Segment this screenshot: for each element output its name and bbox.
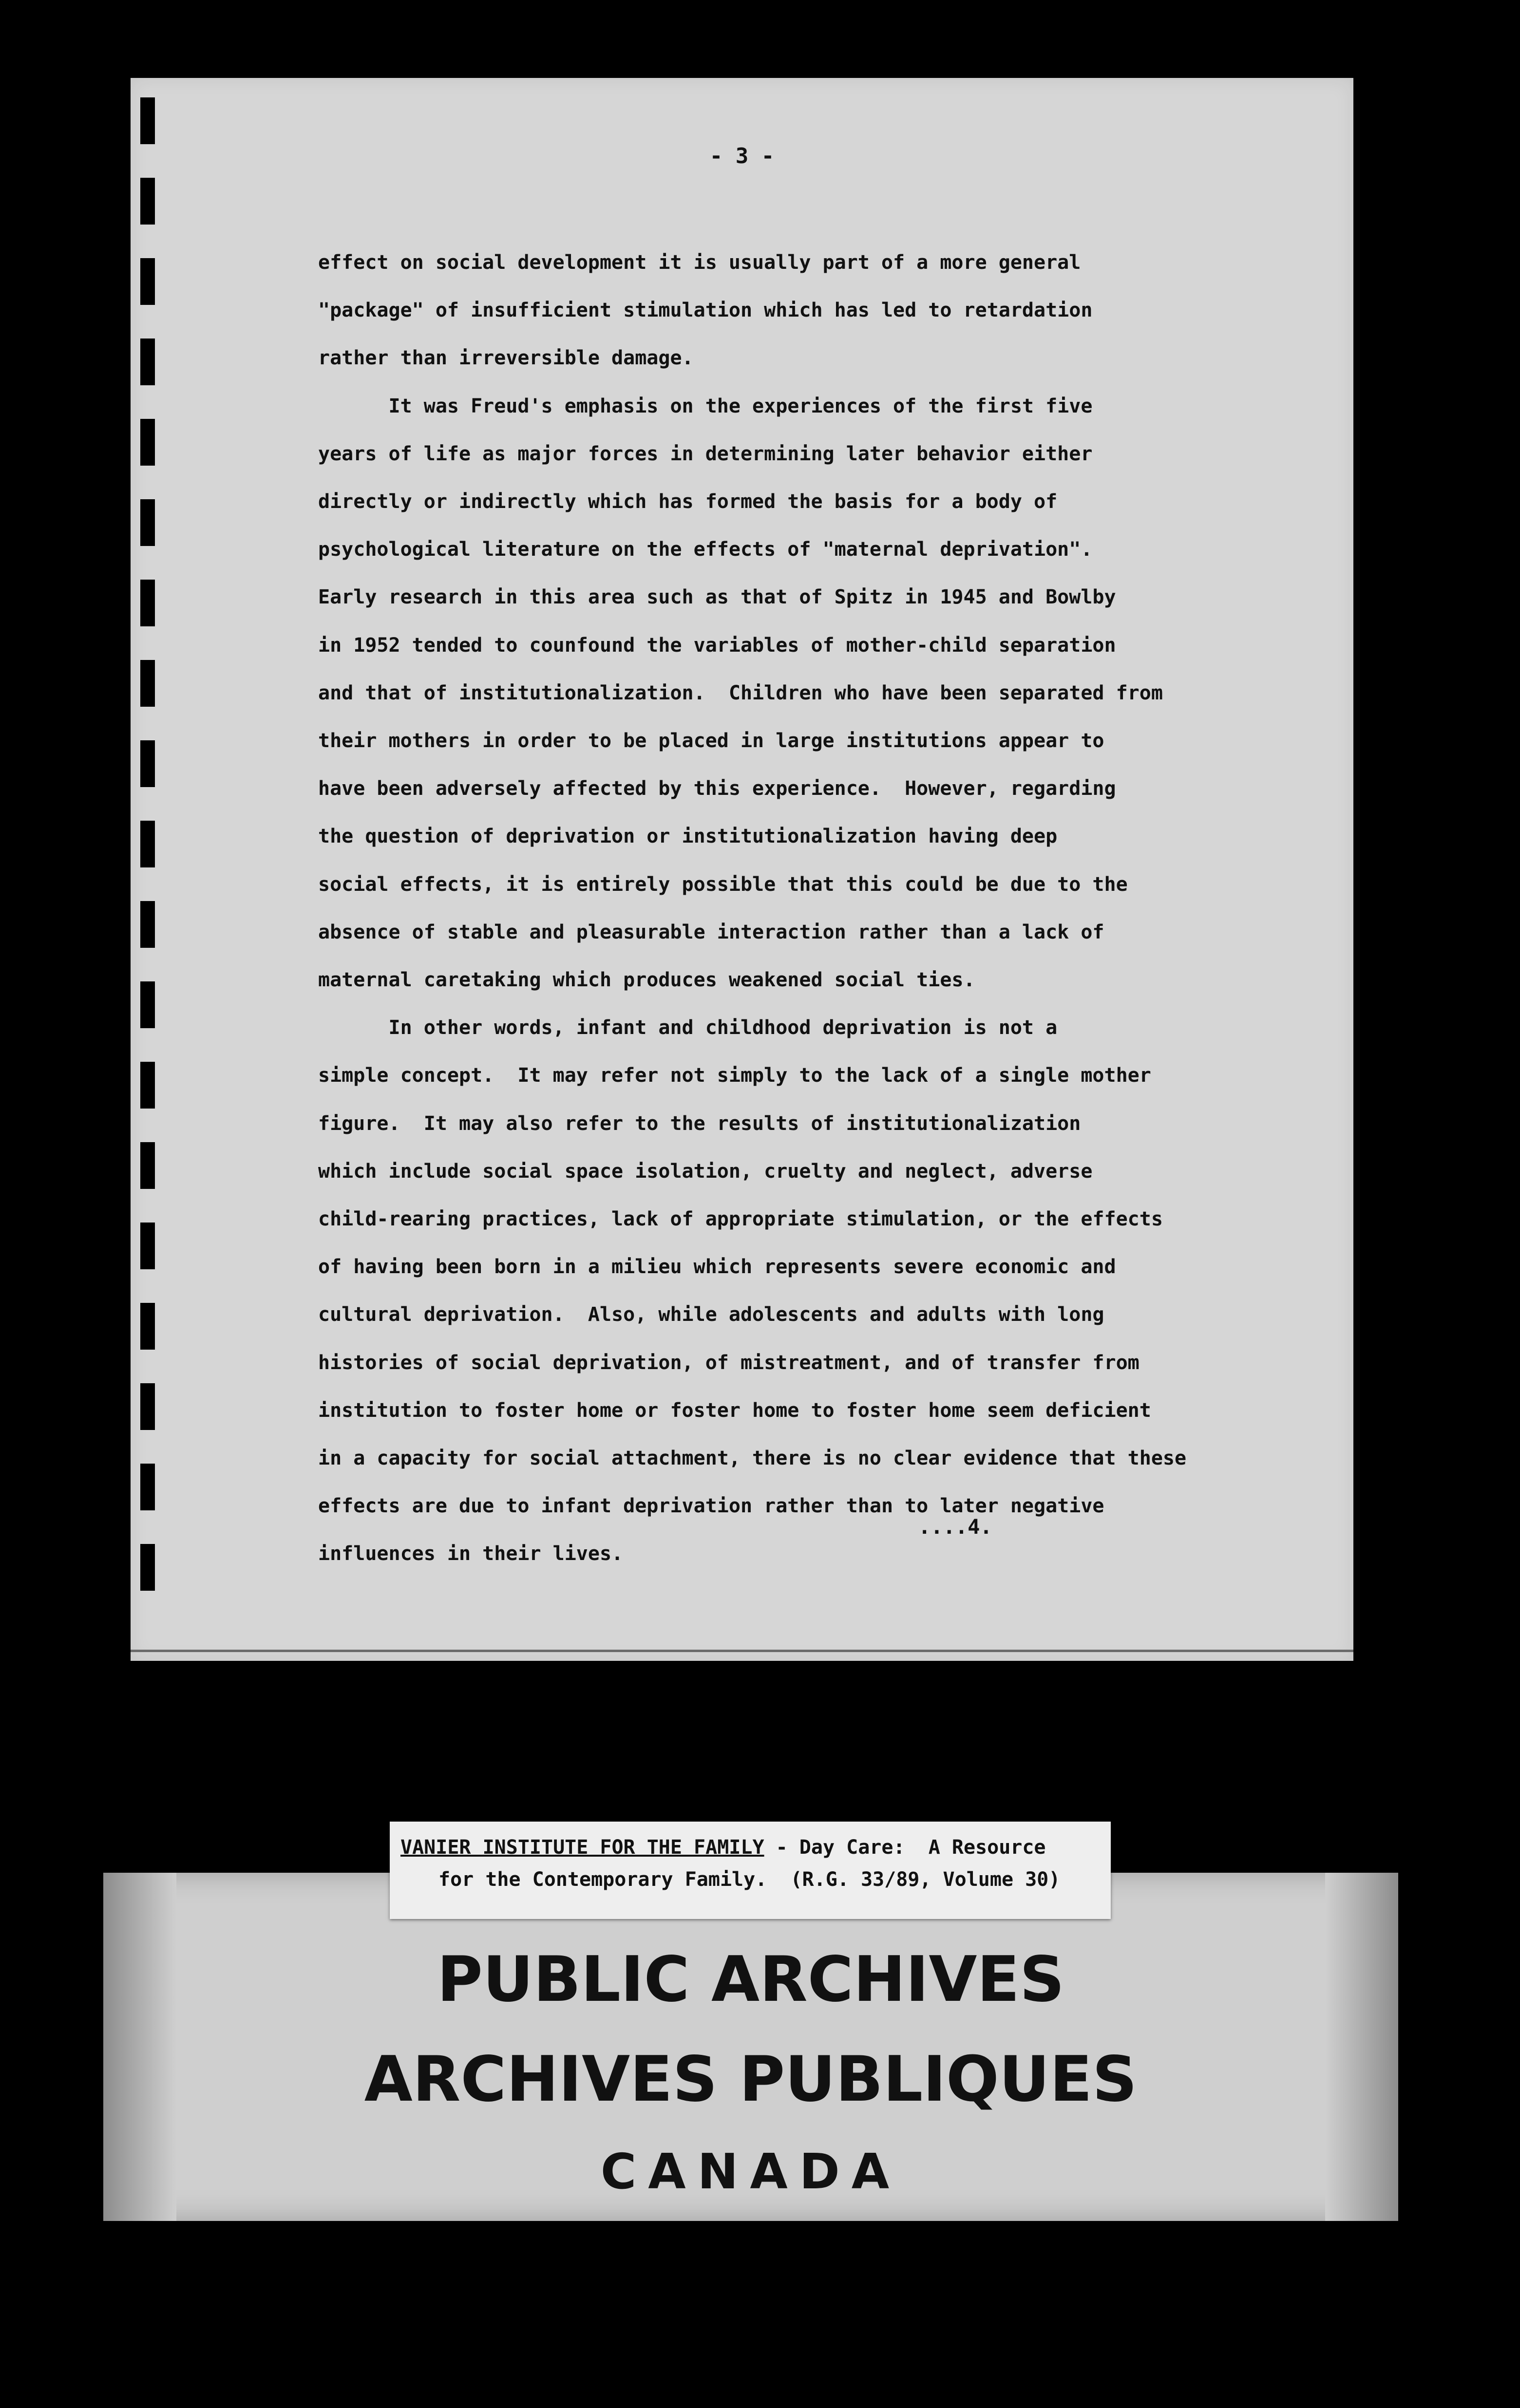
punch-mark xyxy=(140,1223,155,1269)
punch-mark xyxy=(140,97,155,144)
punch-mark xyxy=(140,660,155,707)
text-line: maternal caretaking which produces weakened social ties. xyxy=(318,969,975,992)
text-line: cultural deprivation. Also, while adolescents and adults with long xyxy=(318,1303,1104,1326)
text-line: absence of stable and pleasurable interaction rather than a lack of xyxy=(318,921,1104,943)
punch-mark xyxy=(140,740,155,787)
continuation-marker: ....4. xyxy=(918,1515,992,1539)
punch-mark xyxy=(140,419,155,466)
punch-mark xyxy=(140,1544,155,1591)
punch-mark xyxy=(140,1464,155,1510)
text-line: influences in their lives. xyxy=(318,1543,624,1565)
text-line: effects are due to infant deprivation rather than to later negative xyxy=(318,1495,1104,1518)
text-line: and that of institutionalization. Children who have been separated from xyxy=(318,681,1163,704)
text-line: figure. It may also refer to the results of institutionalization xyxy=(318,1112,1081,1135)
label-line-2: for the Contemporary Family. (R.G. 33/89, Volume 30) xyxy=(438,1868,1061,1891)
punch-mark xyxy=(140,1383,155,1430)
label-line-1 xyxy=(400,1836,1046,1859)
text-line: of having been born in a milieu which represents severe economic and xyxy=(318,1256,1116,1279)
archives-title-english: PUBLIC ARCHIVES xyxy=(437,1943,1064,2016)
collection-name: VANIER INSTITUTE FOR THE FAMILY xyxy=(400,1836,764,1859)
punch-mark xyxy=(140,1062,155,1109)
text-line: simple concept. It may refer not simply to the lack of a single mother xyxy=(318,1064,1151,1087)
punch-mark xyxy=(140,1303,155,1350)
label-title-part1: - Day Care: A Resource xyxy=(764,1836,1046,1859)
punch-mark xyxy=(140,821,155,867)
archives-title-french: ARCHIVES PUBLIQUES xyxy=(364,2043,1138,2116)
text-line: have been adversely affected by this experience. However, regarding xyxy=(318,777,1116,800)
text-line: "package" of insufficient stimulation which has led to retardation xyxy=(318,299,1093,322)
page-number: - 3 - xyxy=(709,144,775,169)
punch-mark xyxy=(140,580,155,626)
punch-mark xyxy=(140,981,155,1028)
text-line: psychological literature on the effects of "maternal deprivation". xyxy=(318,538,1093,561)
text-line: in a capacity for social attachment, there is no clear evidence that these xyxy=(318,1447,1187,1470)
text-line: the question of deprivation or institutionalization having deep xyxy=(318,825,1058,848)
punch-mark xyxy=(140,178,155,225)
text-line: their mothers in order to be placed in large institutions appear to xyxy=(318,730,1104,752)
archive-label-slip xyxy=(390,1822,1111,1919)
text-line: effect on social development it is usually part of a more general xyxy=(318,251,1081,274)
punch-mark xyxy=(140,499,155,546)
text-line: which include social space isolation, cruelty and neglect, adverse xyxy=(318,1160,1093,1183)
punch-mark xyxy=(140,339,155,385)
text-line: In other words, infant and childhood deprivation is not a xyxy=(318,1016,1058,1039)
text-line: child-rearing practices, lack of appropriate stimulation, or the effects xyxy=(318,1208,1163,1231)
punch-mark xyxy=(140,258,155,305)
text-line: years of life as major forces in determining later behavior either xyxy=(318,442,1093,465)
text-line: rather than irreversible damage. xyxy=(318,347,694,370)
text-line: in 1952 tended to counfound the variables of mother-child separation xyxy=(318,634,1116,657)
text-line: It was Freud's emphasis on the experiences of the first five xyxy=(318,395,1093,417)
archives-country: CANADA xyxy=(600,2143,901,2200)
text-line: Early research in this area such as that of Spitz in 1945 and Bowlby xyxy=(318,586,1116,609)
punch-mark xyxy=(140,1142,155,1189)
document-page xyxy=(131,78,1353,1661)
text-line: histories of social deprivation, of mistreatment, and of transfer from xyxy=(318,1351,1140,1374)
page-edge-line xyxy=(131,1650,1353,1652)
text-line: social effects, it is entirely possible that this could be due to the xyxy=(318,873,1128,896)
text-line: directly or indirectly which has formed the basis for a body of xyxy=(318,490,1058,513)
body-text xyxy=(318,239,1366,1578)
punch-mark xyxy=(140,901,155,948)
text-line: institution to foster home or foster home to foster home seem deficient xyxy=(318,1399,1151,1422)
